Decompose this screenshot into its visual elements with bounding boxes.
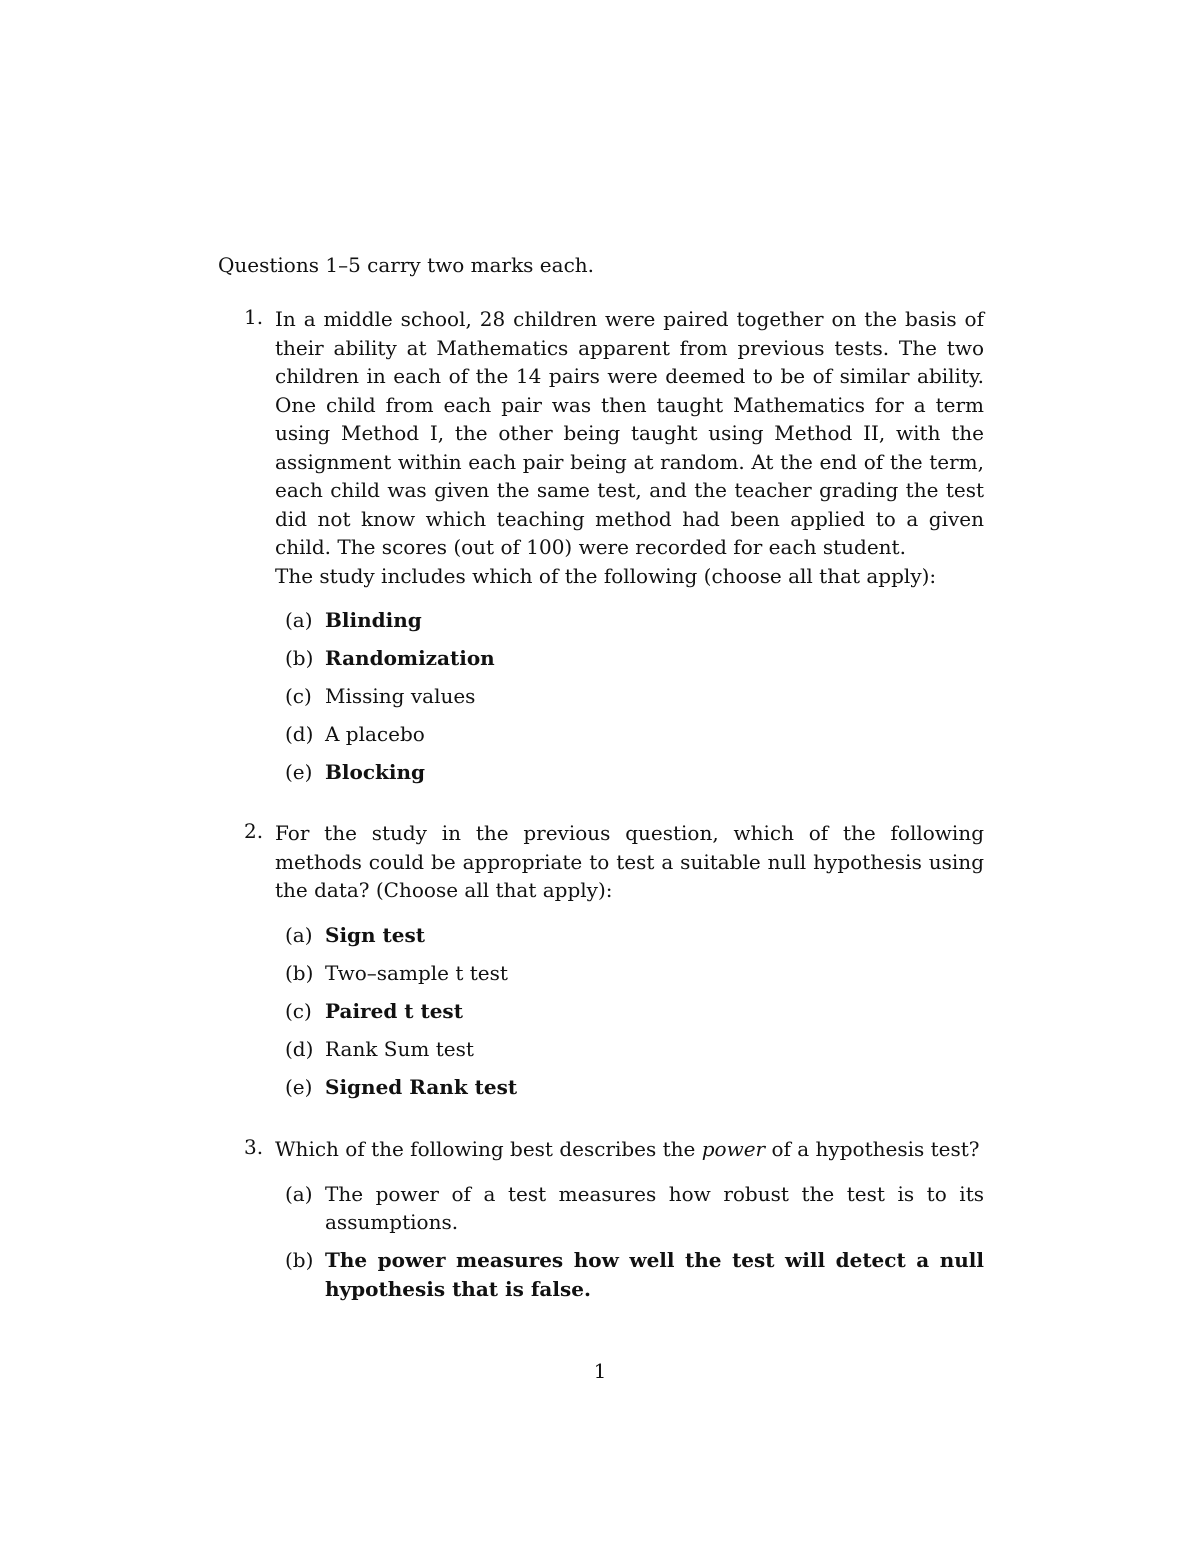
question-prompt: The study includes which of the following (choose all that apply):	[275, 563, 937, 588]
option-b	[244, 959, 984, 988]
question-number: 2.	[244, 819, 264, 843]
option-label: (b)	[285, 646, 314, 670]
option-c	[244, 682, 984, 711]
answer-options	[244, 921, 984, 1102]
option-e	[244, 1073, 984, 1102]
option-c	[244, 997, 984, 1026]
option-label: (b)	[285, 1248, 314, 1272]
answer-options	[244, 606, 984, 787]
option-label: (a)	[285, 608, 313, 632]
option-a	[244, 921, 984, 950]
option-text: Signed Rank test	[325, 1074, 518, 1099]
option-a	[244, 1180, 984, 1237]
question-paragraph: For the study in the previous question, which of the following methods could be appropriate to test a suitable null hypothesis using the data? (Choose all that apply):	[275, 821, 984, 902]
option-text: Paired t test	[325, 998, 463, 1023]
option-label: (a)	[285, 1181, 313, 1206]
option-text: Rank Sum test	[325, 1036, 474, 1061]
option-label: (b)	[285, 960, 314, 985]
emphasized-term: power	[701, 1137, 766, 1161]
instructions: Questions 1–5 carry two marks each.	[218, 253, 595, 277]
option-b	[244, 644, 984, 673]
option-text: Blinding	[325, 608, 422, 632]
answer-options	[244, 1180, 984, 1304]
option-text: Two–sample t test	[325, 960, 508, 985]
option-text: Sign test	[325, 922, 425, 947]
option-text: The power of a test measures how robust the test is to its assumptions.	[325, 1181, 984, 1234]
option-d	[244, 1035, 984, 1064]
option-text: The power measures how well the test will detect a null hypothesis that is false.	[325, 1248, 984, 1301]
option-text: Blocking	[325, 760, 425, 784]
option-e	[244, 758, 984, 787]
question-text	[275, 305, 984, 590]
option-d	[244, 720, 984, 749]
question-1	[244, 305, 984, 796]
question-number: 3.	[244, 1135, 264, 1159]
option-text: Missing values	[325, 684, 476, 708]
option-text: A placebo	[325, 722, 425, 746]
question-text-start: Which of the following best describes the	[275, 1137, 702, 1161]
question-2	[244, 819, 984, 1111]
option-b	[244, 1246, 984, 1303]
question-paragraph	[275, 1135, 984, 1164]
question-text-end: of a hypothesis test?	[765, 1137, 980, 1161]
option-label: (e)	[285, 1074, 313, 1099]
question-text	[275, 1135, 984, 1164]
option-a	[244, 606, 984, 635]
question-3	[244, 1135, 984, 1313]
question-number: 1.	[244, 305, 264, 329]
option-label: (c)	[285, 998, 312, 1023]
option-text: Randomization	[325, 646, 495, 670]
option-label: (c)	[285, 684, 312, 708]
option-label: (d)	[285, 722, 314, 746]
question-text	[275, 819, 984, 905]
option-label: (e)	[285, 760, 313, 784]
page-number: 1	[593, 1359, 607, 1383]
question-paragraph: In a middle school, 28 children were paired together on the basis of their ability at Mathematics apparent from previous tests. The two children in each of the 14 pairs were deemed to be of similar ability. One child from each pair was then taught Mathematics for a term using Method I, the other being taught using Method II, with the assignment within each pair being at random. At the end of the term, each child was given the same test, and the teacher grading the test did not know which teaching method had been applied to a given child. The scores (out of 100) were recorded for each student.	[275, 307, 984, 559]
option-label: (a)	[285, 922, 313, 947]
option-label: (d)	[285, 1036, 314, 1061]
